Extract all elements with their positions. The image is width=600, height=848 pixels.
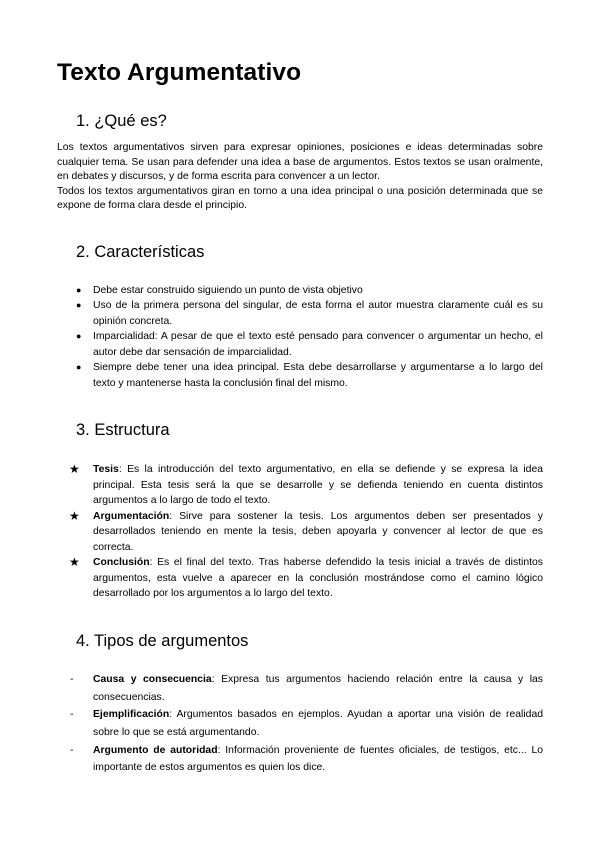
argument-types-list bbox=[57, 671, 543, 777]
document-title: Texto Argumentativo bbox=[57, 59, 302, 86]
list-item: ● Uso de la primera persona del singular, de esta forma el autor muestra claramente cuál es su opinión concreta. bbox=[76, 300, 543, 327]
document-page bbox=[57, 58, 543, 777]
list-item: ● Imparcialidad: A pesar de que el texto esté pensado para convencer o argumentar un hecho, el autor debe dar sensación de imparcialidad. bbox=[76, 331, 543, 358]
paragraph: Los textos argumentativos sirven para expresar opiniones, posiciones e ideas determinadas sobre cualquier tema. Se usan para defender una idea a base de argumentos. Estos textos se usan oralmente, en debates y discursos, y de forma escrita para convencer a un lector. bbox=[57, 142, 543, 183]
list-item: ● Debe estar construido siguiendo un punto de vista objetivo bbox=[93, 283, 543, 299]
list-item bbox=[69, 508, 543, 556]
item-text: : Es la introducción del texto argumentativo, en ella se defiende y se expresa la idea principal. Esta tesis será la que se desarrolle y se defienda teniendo en cuenta distintos argumentos a lo largo de todo el texto. bbox=[93, 464, 543, 507]
item-text: : Expresa tus argumentos haciendo relación entre la causa y las consecuencias. bbox=[93, 673, 543, 703]
structure-list bbox=[57, 462, 543, 602]
section-heading-caracteristicas: 2. Características bbox=[76, 242, 205, 261]
bullet-icon: ● bbox=[76, 331, 82, 342]
item-text: : Argumentos basados en ejemplos. Ayudan a aportar una visión de realidad sobre lo que se está argumentando. bbox=[93, 709, 543, 739]
characteristics-list bbox=[57, 283, 543, 392]
dash-icon: - bbox=[70, 744, 74, 756]
paragraph: Todos los textos argumentativos giran en torno a una idea principal o una posición determinada que se expone de forma clara desde el principio. bbox=[57, 185, 543, 212]
item-text: : Sirve para sostener la tesis. Los argumentos deben ser presentados y desarrollados teniendo en mente la tesis, deben apoyarla y convencer al lector de que es correcta. bbox=[93, 510, 543, 553]
dash-icon: - bbox=[70, 709, 74, 721]
item-term: Tesis bbox=[93, 464, 119, 476]
list-item bbox=[69, 555, 543, 602]
item-term: Causa y consecuencia bbox=[93, 673, 212, 685]
item-term: Argumentación bbox=[93, 510, 170, 522]
section-heading-tipos-de-argumentos: 4. Tipos de argumentos bbox=[76, 631, 249, 650]
item-text: : Es el final del texto. Tras haberse defendido la tesis inicial a través de distintos argumentos, esta vuelve a aparecer en la conclusión mostrándose como el camino lógico desarrollado por los argumentos a lo largo del texto. bbox=[93, 557, 543, 600]
list-item bbox=[70, 671, 543, 706]
bullet-icon: ● bbox=[76, 284, 82, 295]
item-term: Conclusión bbox=[93, 557, 150, 569]
list-item bbox=[70, 742, 543, 777]
dash-icon: - bbox=[70, 673, 74, 685]
item-term: Argumento de autoridad bbox=[93, 744, 218, 756]
bullet-icon: ● bbox=[76, 300, 82, 311]
star-icon: ★ bbox=[69, 555, 80, 570]
list-item bbox=[69, 462, 543, 509]
list-item: ● Siempre debe tener una idea principal. Esta debe desarrollarse y argumentarse a lo largo del texto y mantenerse hasta la conclusión final del mismo. bbox=[76, 362, 543, 389]
item-text: : Información proveniente de fuentes oficiales, de testigos, etc... Lo importante de estos argumentos es quien los dice. bbox=[93, 744, 543, 774]
section-heading-que-es: 1. ¿Qué es? bbox=[76, 112, 167, 130]
star-icon: ★ bbox=[69, 462, 80, 477]
section-body-que-es bbox=[57, 141, 543, 214]
section-heading-estructura: 3. Estructura bbox=[76, 421, 170, 440]
bullet-icon: ● bbox=[76, 362, 82, 373]
star-icon: ★ bbox=[69, 508, 80, 523]
item-term: Ejemplificación bbox=[93, 709, 170, 721]
list-item bbox=[70, 706, 543, 741]
